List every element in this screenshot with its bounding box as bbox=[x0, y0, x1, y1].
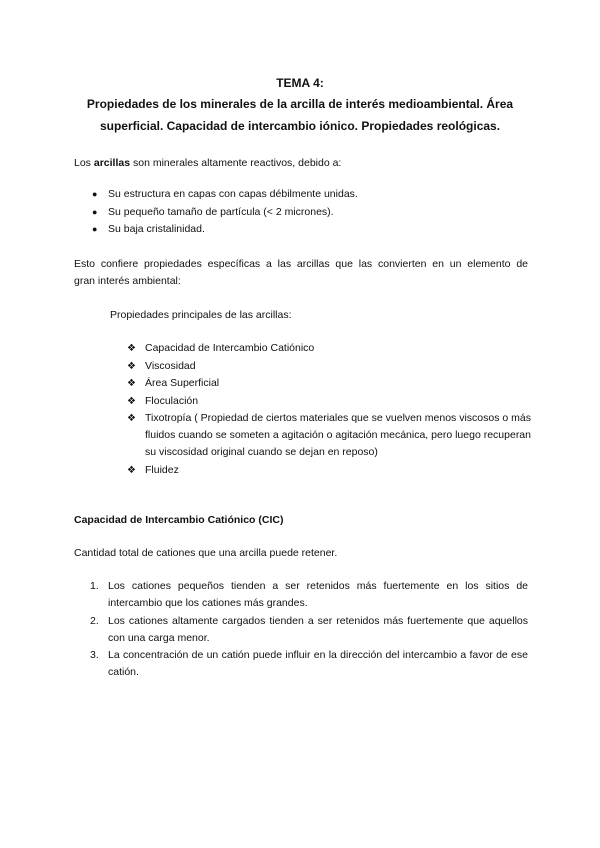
item-number: 2. bbox=[90, 614, 99, 627]
cic-definition: Cantidad total de cationes que una arcilla puede retener. bbox=[74, 547, 338, 559]
consequence-line-2: gran interés ambiental: bbox=[74, 275, 181, 287]
list-item: ❖ Viscosidad bbox=[127, 358, 531, 375]
item-number: 3. bbox=[90, 649, 99, 661]
properties-heading: Propiedades principales de las arcillas: bbox=[110, 309, 292, 321]
item-text: Los cationes altamente cargados tienden a ser retenidos más fuertemente que aquellos con una carga menor. bbox=[108, 614, 528, 644]
intro-paragraph bbox=[74, 155, 528, 172]
intro-bold-word: arcillas bbox=[93, 157, 131, 169]
list-item: ❖ Capacidad de Intercambio Catiónico bbox=[127, 340, 531, 357]
list-item: ● Su estructura en capas con capas débilmente unidas. bbox=[92, 186, 358, 204]
list-item bbox=[86, 613, 528, 647]
item-text: Los cationes pequeños tienden a ser retenidos más fuertemente en los sitios de intercambio que los cationes más grandes. bbox=[108, 580, 528, 609]
list-item: ❖ Fluidez bbox=[127, 462, 531, 479]
list-item bbox=[86, 647, 528, 681]
title-line-2: superficial. Capacidad de intercambio iónico. Propiedades reológicas. bbox=[99, 119, 501, 133]
intro-prefix: Los bbox=[74, 157, 91, 169]
list-item: ● Su pequeño tamaño de partícula (< 2 micrones). bbox=[92, 204, 358, 222]
intro-suffix: son minerales altamente reactivos, debido a: bbox=[132, 157, 342, 169]
list-item: ❖ Floculación bbox=[127, 393, 531, 410]
title-block bbox=[60, 74, 540, 136]
cic-points-list bbox=[86, 578, 528, 682]
item-text: La concentración de un catión puede influir en la dirección del intercambio a favor de ese catión. bbox=[108, 649, 528, 678]
cic-heading: Capacidad de Intercambio Catiónico (CIC) bbox=[74, 514, 284, 526]
reasons-list bbox=[92, 186, 358, 239]
properties-list bbox=[127, 340, 531, 479]
topic-title: TEMA 4: bbox=[276, 76, 324, 90]
list-item: ❖ Área Superficial bbox=[127, 375, 531, 392]
title-line-1: Propiedades de los minerales de la arcilla de interés medioambiental. Área bbox=[86, 97, 514, 111]
consequence-line-1: Esto confiere propiedades específicas a las arcillas que las convierten en un elemento de bbox=[74, 258, 528, 270]
list-item bbox=[86, 578, 528, 612]
list-item: ● Su baja cristalinidad. bbox=[92, 221, 358, 239]
item-number: 1. bbox=[90, 580, 99, 592]
list-item: ❖ Tixotropía ( Propiedad de ciertos materiales que se vuelven menos viscosos o más fluidos cuando se someten a agitación o agitación mecánica, pero luego recuperan su viscosidad original cuando se dejan en reposo) bbox=[127, 410, 531, 461]
consequence-paragraph bbox=[74, 256, 528, 290]
